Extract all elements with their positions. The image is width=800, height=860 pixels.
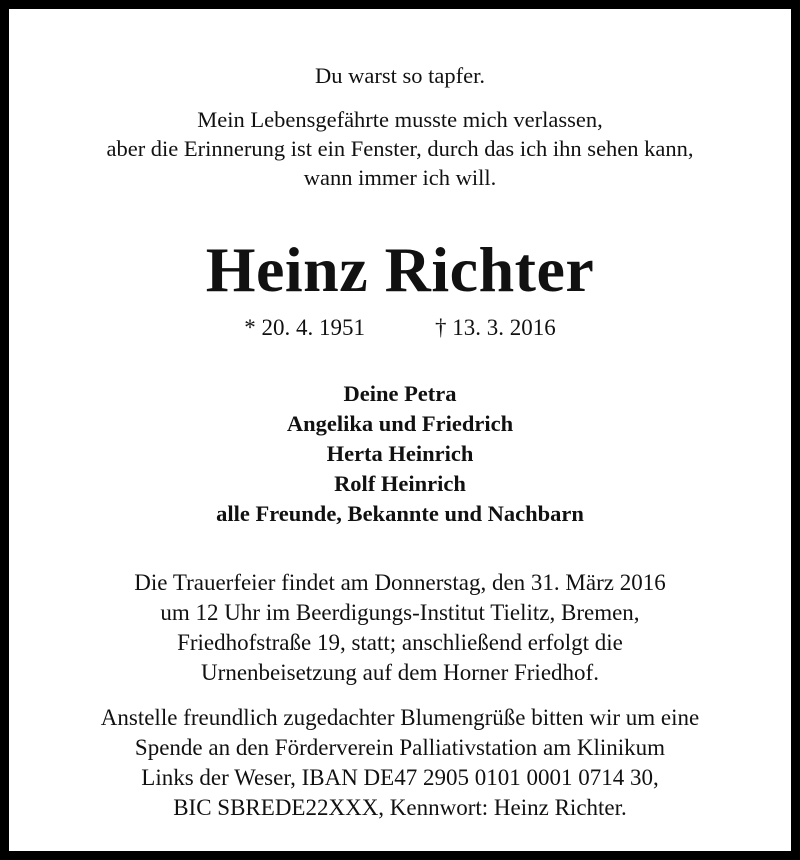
mourner-5: alle Freunde, Bekannte und Nachbarn bbox=[216, 501, 584, 526]
donation-line-2: Spende an den Förderverein Palliativstation am Klinikum bbox=[134, 735, 666, 760]
quote-line-3: wann immer ich will. bbox=[303, 165, 497, 190]
mourner-4: Rolf Heinrich bbox=[334, 471, 466, 496]
mourner-3: Herta Heinrich bbox=[326, 441, 474, 466]
funeral-line-3: Friedhofstraße 19, statt; anschließend erfolgt die bbox=[177, 630, 623, 655]
funeral-line-4: Urnenbeisetzung auf dem Horner Friedhof. bbox=[201, 660, 599, 685]
quote-line-2: aber die Erinnerung ist ein Fenster, durch das ich ihn sehen kann, bbox=[106, 136, 694, 161]
mourner-1: Deine Petra bbox=[343, 381, 457, 406]
deceased-name: Heinz Richter bbox=[205, 234, 595, 305]
funeral-line-2: um 12 Uhr im Beerdigungs-Institut Tielitz, Bremen, bbox=[160, 600, 640, 625]
quote-line-1: Mein Lebensgefährte musste mich verlassen, bbox=[197, 107, 603, 132]
donation-line-3: Links der Weser, IBAN DE47 2905 0101 0001 0714 30, bbox=[141, 765, 659, 790]
donation-line-4: BIC SBREDE22XXX, Kennwort: Heinz Richter. bbox=[173, 795, 627, 820]
death-date: † 13. 3. 2016 bbox=[435, 315, 556, 340]
life-dates bbox=[9, 315, 791, 341]
motto-line: Du warst so tapfer. bbox=[315, 63, 485, 88]
mourner-2: Angelika und Friedrich bbox=[286, 411, 514, 436]
donation-line-1: Anstelle freundlich zugedachter Blumengrüße bitten wir um eine bbox=[100, 705, 700, 730]
funeral-line-1: Die Trauerfeier findet am Donnerstag, den 31. März 2016 bbox=[134, 570, 666, 595]
birth-date: * 20. 4. 1951 bbox=[244, 315, 365, 340]
